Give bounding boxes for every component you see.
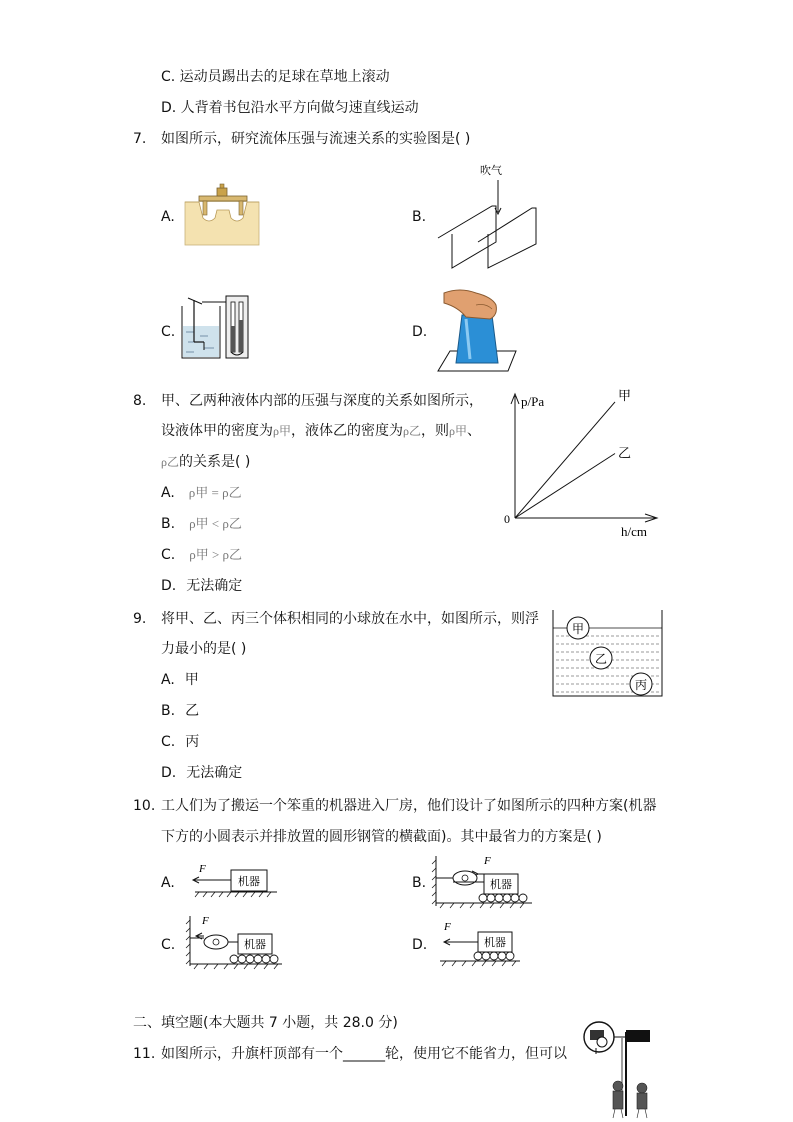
series-label-yi: 乙 — [618, 446, 632, 462]
section-heading: 二、填空题(本大题共 7 小题，共 28.0 分) — [133, 1015, 398, 1031]
svg-text:F: F — [484, 855, 491, 867]
q8-option-c: C. ρ甲 > ρ乙 — [161, 547, 243, 563]
q11-line1: 如图所示，升旗杆顶部有一个______轮，使用它不能省力，但可以 — [161, 1046, 567, 1062]
y-axis-label: p/Pa — [521, 394, 545, 409]
q7-number: 7. — [133, 131, 147, 147]
svg-text:F: F — [202, 915, 209, 927]
q7-figure-c — [180, 292, 255, 362]
q9-option-d: D. 无法确定 — [161, 765, 243, 781]
rho-jia-2: ρ甲 — [449, 424, 467, 438]
svg-text:F: F — [199, 863, 206, 875]
svg-text:机器: 机器 — [490, 878, 512, 891]
q9-line2: 力最小的是( ) — [161, 641, 247, 657]
q7-label-d: D. — [412, 324, 428, 340]
q8-option-b: B. ρ甲 < ρ乙 — [161, 516, 242, 532]
q10-label-d: D. — [412, 937, 428, 953]
q7-figure-b — [436, 160, 546, 272]
q7-figure-d — [436, 285, 518, 373]
q7-stem: 如图所示，研究流体压强与流速关系的实验图是( ) — [161, 131, 471, 147]
q10-line2: 下方的小圆表示并排放置的圆形钢管的横截面)。其中最省力的方案是( ) — [161, 829, 602, 845]
q8-line2-d: 、 — [467, 423, 481, 439]
q8-line2-a: 设液体甲的密度为 — [161, 423, 273, 439]
q8-line3 — [161, 453, 250, 471]
svg-text:F: F — [444, 921, 451, 933]
series-label-jia: 甲 — [618, 388, 632, 404]
q9-option-a: A. 甲 — [161, 672, 199, 688]
origin-label: 0 — [504, 512, 510, 526]
q8-line2 — [161, 422, 491, 440]
svg-text:机器: 机器 — [484, 936, 506, 949]
q9-option-b: B. 乙 — [161, 703, 200, 719]
q9-water-container — [552, 608, 664, 700]
rho-yi-2: ρ乙 — [161, 455, 179, 469]
q10-figure-d — [436, 918, 526, 968]
q7-figure-a — [185, 182, 260, 246]
rho-yi: ρ乙 — [403, 424, 421, 438]
series-line-yi — [515, 454, 615, 519]
q11-flagpole-figure — [582, 1020, 662, 1120]
q8-option-d: D. 无法确定 — [161, 578, 243, 594]
q10-number: 10. — [133, 798, 156, 814]
q10-label-c: C. — [161, 937, 176, 953]
q6-option-c: C. 运动员踢出去的足球在草地上滚动 — [161, 69, 390, 85]
svg-text:乙: 乙 — [594, 652, 608, 666]
q10-figure-a — [185, 858, 280, 900]
svg-text:机器: 机器 — [238, 875, 260, 888]
series-line-jia — [515, 402, 615, 518]
q7-label-c: C. — [161, 324, 176, 340]
q8-line1: 甲、乙两种液体内部的压强与深度的关系如图所示， — [161, 393, 483, 409]
blow-label: 吹气 — [480, 164, 502, 177]
q8-line2-c: ，则 — [421, 423, 449, 439]
svg-text:丙: 丙 — [634, 678, 648, 692]
q10-label-a: A. — [161, 875, 175, 891]
q8-line2-b: ，液体乙的密度为 — [291, 423, 403, 439]
q10-label-b: B. — [412, 875, 427, 891]
q8-line3-text: 的关系是( ) — [179, 454, 251, 470]
svg-text:甲: 甲 — [571, 622, 585, 636]
rho-jia: ρ甲 — [273, 424, 291, 438]
q7-label-b: B. — [412, 209, 427, 225]
q10-line1: 工人们为了搬运一个笨重的机器进入厂房，他们设计了如图所示的四种方案(机器 — [161, 798, 657, 814]
x-axis-label: h/cm — [621, 524, 647, 539]
q10-figure-c — [182, 912, 287, 972]
q6-option-d: D. 人背着书包沿水平方向做匀速直线运动 — [161, 100, 419, 116]
q8-pressure-depth-chart — [495, 388, 665, 538]
q9-line1: 将甲、乙、丙三个体积相同的小球放在水中，如图所示，则浮 — [161, 611, 539, 627]
q11-number: 11. — [133, 1046, 156, 1062]
q8-option-a: A. ρ甲 = ρ乙 — [161, 485, 242, 501]
q7-label-a: A. — [161, 209, 175, 225]
q9-option-c: C. 丙 — [161, 734, 200, 750]
q8-number: 8. — [133, 393, 147, 409]
q9-number: 9. — [133, 611, 147, 627]
svg-text:机器: 机器 — [244, 938, 266, 951]
q10-figure-b — [432, 852, 537, 910]
